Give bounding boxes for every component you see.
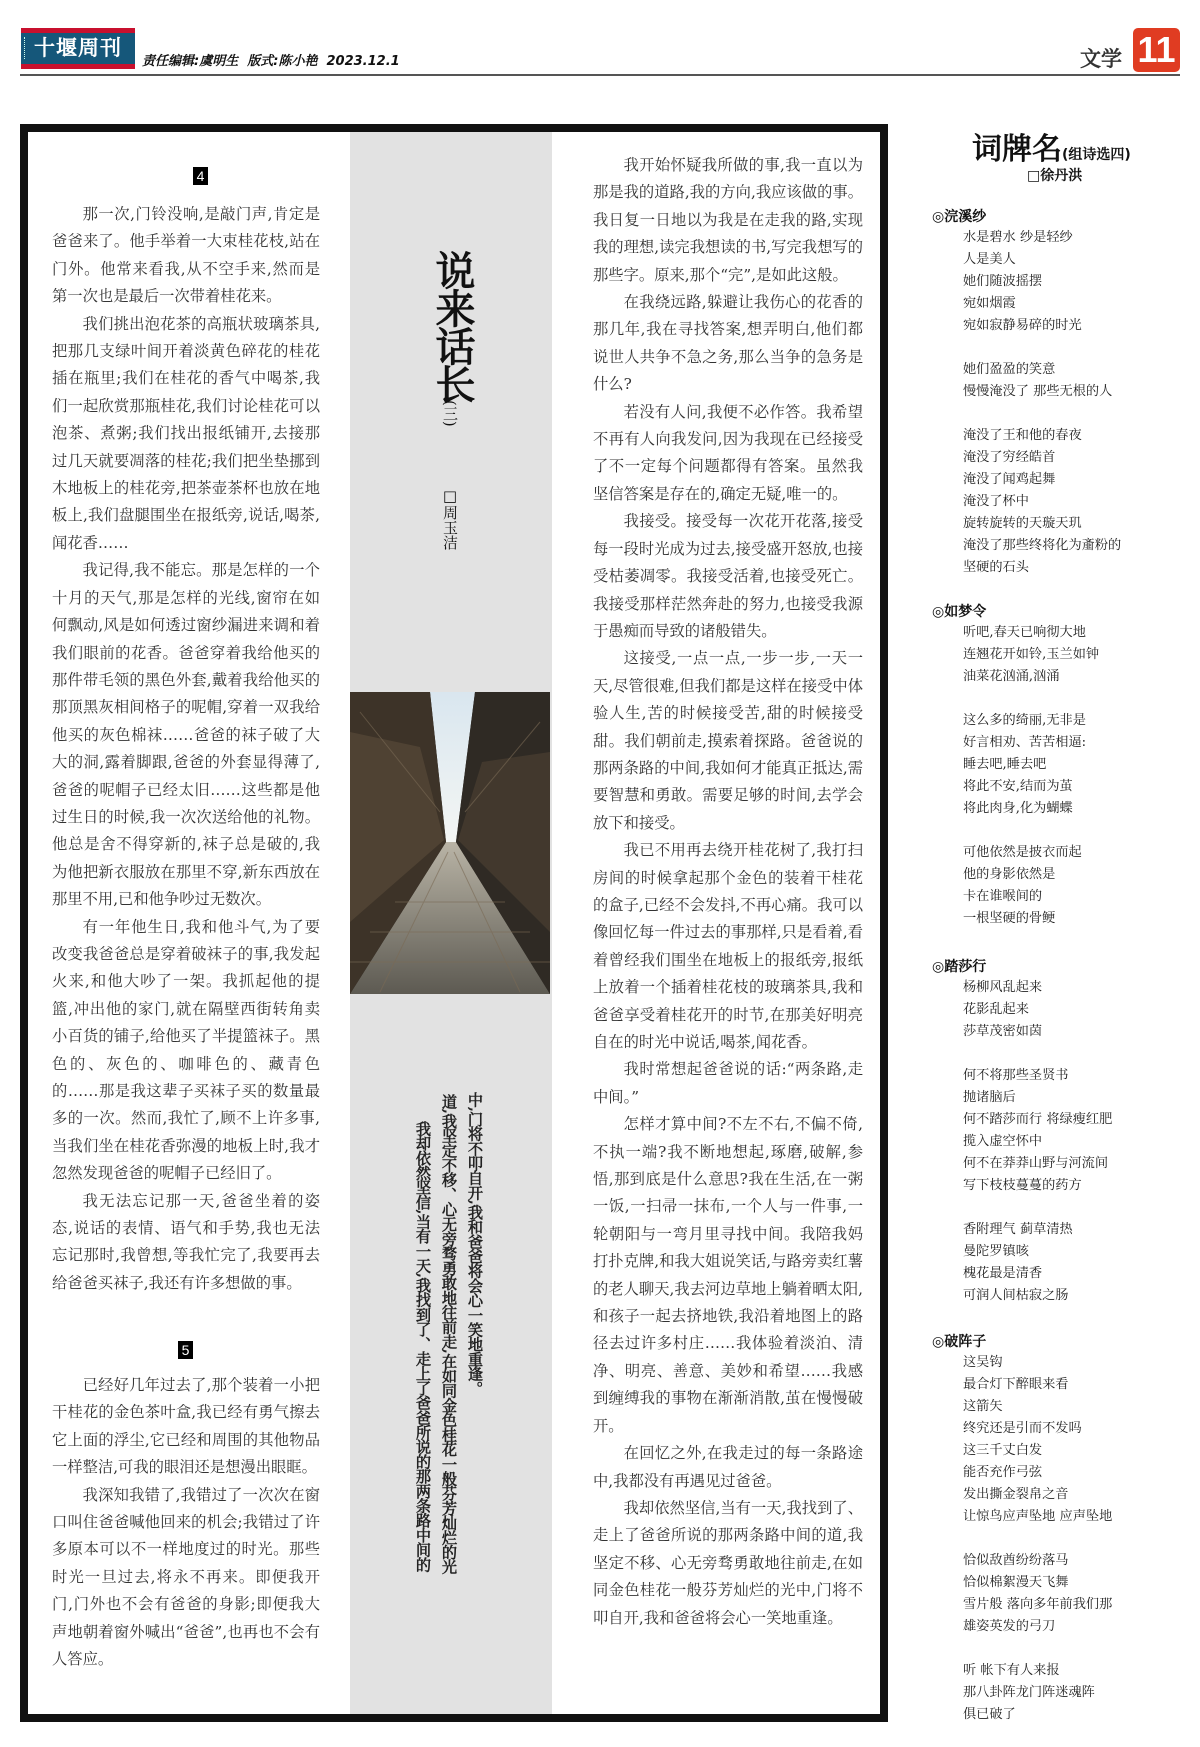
article-section-5 bbox=[52, 1372, 320, 1673]
poem-line: 花影乱起来 bbox=[963, 1002, 1029, 1017]
poem-line: 这么多的绮丽,无非是 bbox=[963, 713, 1086, 728]
poem-line: 能否充作弓弦 bbox=[963, 1465, 1043, 1480]
alley-photo bbox=[350, 692, 550, 994]
poem-line: 这吴钩 bbox=[963, 1355, 1003, 1370]
poem-line: 水是碧水 纱是轻纱 bbox=[963, 230, 1073, 245]
poem-line: 槐花最是清香 bbox=[963, 1266, 1043, 1281]
poem-line: 莎草茂密如茵 bbox=[963, 1024, 1043, 1039]
poems-subtitle: (组诗选四) bbox=[1062, 147, 1131, 163]
poem-line: 何不踏莎而行 将绿瘦红肥 bbox=[963, 1112, 1113, 1127]
poem-line: 听吧,春天已响彻大地 bbox=[963, 625, 1086, 640]
poem-line: 卡在谁喉间的 bbox=[963, 889, 1043, 904]
pull-quote-line: 中,门将不叩自开,我和爸爸将会心一笑地重逢。 bbox=[466, 1092, 484, 1396]
poem-line: 淹没了那些终将化为齑粉的 bbox=[963, 538, 1122, 553]
poem-line: 写下枝枝蔓蔓的药方 bbox=[963, 1178, 1082, 1193]
poem-line: 睡去吧,睡去吧 bbox=[963, 757, 1047, 772]
paragraph: 这接受,一点一点,一步一步,一天一天,尽管很难,但我们都是这样在接受中体验人生,苦的时候接受苦,甜的时候接受甜。我们朝前走,摸索着探路。爸爸说的那两条路的中间,我如何才能真正抵达,需要智慧和勇敢。需要足够的时间,去学会放下和接受。 bbox=[593, 649, 863, 832]
paragraph: 我记得,我不能忘。那是怎样的一个十月的天气,那是怎样的光线,窗帘在如何飘动,风是如何透过窗纱漏进来调和着我们眼前的花香。爸爸穿着我给他买的那件带毛领的黑色外套,戴着我给他买的那顶黑灰相间格子的呢帽,穿着一双我给他买的灰色棉袜……爸爸的袜子破了大大的洞,露着脚跟,爸爸的外套显得薄了,爸爸的呢帽子已经太旧……这些都是他过生日的时候,我一次次送给他的礼物。他总是舍不得穿新的,袜子总是破的,我为他把新衣服放在那里不穿,新东西放在那里不用,已和他争吵过无数次。 bbox=[52, 561, 320, 909]
poem-line: 坚硬的石头 bbox=[963, 560, 1029, 575]
stanza-gap bbox=[932, 1043, 1172, 1065]
poem-line: 好言相劝、苦苦相逼: bbox=[963, 735, 1087, 750]
page-number-badge: 11 bbox=[1133, 28, 1180, 72]
poem-line: 宛如寂静易碎的时光 bbox=[963, 318, 1082, 333]
poem-title: ◎浣溪纱 bbox=[932, 209, 987, 225]
poem-line: 曼陀罗镇咳 bbox=[963, 1244, 1029, 1259]
poem-line: 将此肉身,化为蝴蝶 bbox=[963, 801, 1073, 816]
poem-line: 她们随波摇摆 bbox=[963, 274, 1043, 289]
poem-line: 连翘花开如铃,玉兰如钟 bbox=[963, 647, 1100, 662]
poem-line: 慢慢淹没了 那些无根的人 bbox=[963, 384, 1113, 399]
logo-decoration bbox=[24, 37, 28, 59]
poem-line: 杨柳风乱起来 bbox=[963, 980, 1043, 995]
poem-line: 将此不安,结而为茧 bbox=[963, 779, 1073, 794]
pull-quote-line: 道,我坚定不移、心无旁骛勇敢地往前走,在如同金色桂花一般芬芳灿烂的光 bbox=[440, 1094, 458, 1574]
poem-line: 最合灯下醉眼来看 bbox=[963, 1377, 1069, 1392]
poems-title bbox=[972, 124, 1131, 168]
stanza-gap bbox=[932, 337, 1172, 359]
poems-author: □徐丹洪 bbox=[1027, 168, 1083, 184]
stanza-gap bbox=[932, 1528, 1172, 1550]
poem-line: 淹没了杯中 bbox=[963, 494, 1029, 509]
poem-line: 俱已破了 bbox=[963, 1707, 1016, 1722]
poem bbox=[932, 207, 1172, 579]
poem-line: 淹没了穷经皓首 bbox=[963, 450, 1056, 465]
poem bbox=[932, 1332, 1172, 1726]
paragraph: 我深知我错了,我错过了一次次在窗口叫住爸爸喊他回来的机会;我错过了许多原本可以不一样地度过的时光。那些时光一旦过去,将永不再来。即便我开门,门外也不会有爸爸的身影;即便我大声地朝着窗外喊出“爸爸”,也再也不会有人答应。 bbox=[52, 1485, 320, 1669]
paragraph: 在我绕远路,躲避让我伤心的花香的那几年,我在寻找答案,想弄明白,他们都说世人共争不急之务,那么当争的急务是什么? bbox=[593, 293, 863, 394]
poem-line: 雪片般 落向多年前我们那 bbox=[963, 1597, 1113, 1612]
paragraph: 怎样才算中间?不左不右,不偏不倚,不执一端?我不断地想起,琢磨,破解,参悟,那到底是什么意思?我在生活,在一粥一饭,一扫帚一抹布,一个人与一件事,一轮朝阳与一弯月里寻找中间。我陪我妈打扑克牌,和我大姐说笑话,与路旁卖红薯的老人聊天,我去河边草地上躺着晒太阳,和孩子一起去挤地铁,我沿着地图上的路径去过许多村庄……我体验着淡泊、清净、明亮、善意、美妙和希望……我感到缠缚我的事物在渐渐消散,茧在慢慢破开。 bbox=[593, 1115, 863, 1435]
paragraph: 我开始怀疑我所做的事,我一直以为那是我的道路,我的方向,我应该做的事。我日复一日地以为我是在走我的路,实现我的理想,读完我想读的书,写完我想写的那些字。原来,那个“完”,是如此这般。 bbox=[593, 156, 863, 284]
paragraph: 已经好几年过去了,那个装着一小把干桂花的金色茶叶盒,我已经有勇气擦去它上面的浮尘,它已经和周围的其他物品一样整洁,可我的眼泪还是想漫出眼眶。 bbox=[52, 1376, 320, 1477]
section-number-badge: 5 bbox=[178, 1341, 193, 1359]
section-number-badge: 4 bbox=[193, 167, 208, 185]
poem-line: 揽入虚空怀中 bbox=[963, 1134, 1043, 1149]
stanza-gap bbox=[932, 688, 1172, 710]
article-title: 说来话长 bbox=[429, 250, 476, 402]
poem-line: 淹没了闻鸡起舞 bbox=[963, 472, 1056, 487]
paragraph: 我们挑出泡花茶的高瓶状玻璃茶具,把那几支绿叶间开着淡黄色碎花的桂花插在瓶里;我们在桂花的香气中喝茶,我们一起欣赏那瓶桂花,我们讨论桂花可以泡茶、煮粥;我们找出报纸铺开,去接那过几天就要凋落的桂花;我们把坐垫挪到木地板上的桂花旁,把茶壶茶杯也放在地板上,我们盘腿围坐在报纸旁,说话,喝茶,闻花香…… bbox=[52, 314, 320, 552]
newspaper-logo bbox=[21, 28, 135, 69]
paragraph: 我却依然坚信,当有一天,我找到了、走上了爸爸所说的那两条路中间的道,我坚定不移、心无旁骛勇敢地往前走,在如同金色桂花一般芬芳灿烂的光中,门将不叩自开,我和爸爸将会心一笑地重逢。 bbox=[593, 1498, 863, 1627]
poem-line: 一根坚硬的骨鲠 bbox=[963, 911, 1056, 926]
paragraph: 在回忆之外,在我走过的每一条路途中,我都没有再遇见过爸爸。 bbox=[593, 1444, 863, 1490]
poems-title-text: 词牌名 bbox=[972, 132, 1062, 167]
poem-line: 香附理气 蓟草清热 bbox=[963, 1222, 1073, 1237]
poem-line: 发出撕金裂帛之音 bbox=[963, 1487, 1069, 1502]
stanza-gap bbox=[932, 820, 1172, 842]
poem-title: ◎破阵子 bbox=[932, 1334, 987, 1350]
poem-line: 听 帐下有人来报 bbox=[963, 1663, 1060, 1678]
editor-credits: 责任编辑:虞明生 版式:陈小艳 2023.12.1 bbox=[142, 54, 400, 69]
article-author: □周玉洁 bbox=[441, 487, 459, 550]
poem-line: 她们盈盈的笑意 bbox=[963, 362, 1056, 377]
poem-line: 雄姿英发的弓刀 bbox=[963, 1619, 1056, 1634]
poem-title: ◎踏莎行 bbox=[932, 959, 987, 975]
poem-line: 人是美人 bbox=[963, 252, 1016, 267]
poem-line: 油菜花汹涌,汹涌 bbox=[963, 669, 1060, 684]
header-divider bbox=[20, 74, 1180, 76]
stanza-gap bbox=[932, 403, 1172, 425]
poem-line: 何不在莽莽山野与河流间 bbox=[963, 1156, 1109, 1171]
paragraph: 那一次,门铃没响,是敲门声,肯定是爸爸来了。他手举着一大束桂花枝,站在门外。他常来看我,从不空手来,然而是第一次也是最后一次带着桂花来。 bbox=[52, 205, 320, 306]
article-section-4 bbox=[52, 201, 320, 1297]
poem-line: 那八卦阵龙门阵迷魂阵 bbox=[963, 1685, 1095, 1700]
article-title-part: (三) bbox=[441, 400, 459, 427]
paragraph: 我无法忘记那一天,爸爸坐着的姿态,说话的表情、语气和手势,我也无法忘记那时,我曾想,等我忙完了,我要再去给爸爸买袜子,我还有许多想做的事。 bbox=[52, 1191, 320, 1292]
poem bbox=[932, 602, 1172, 930]
stanza-gap bbox=[932, 1197, 1172, 1219]
article-continued bbox=[593, 152, 863, 1632]
poem-line: 终究还是引而不发吗 bbox=[963, 1421, 1082, 1436]
logo-text: 十堰周刊 bbox=[34, 36, 122, 60]
section-name: 文学 bbox=[1080, 47, 1122, 71]
poem-line: 他的身影依然是 bbox=[963, 867, 1056, 882]
poem-line: 恰似棉絮漫天飞舞 bbox=[963, 1575, 1069, 1590]
poem-line: 何不将那些圣贤书 bbox=[963, 1068, 1069, 1083]
paragraph: 有一年他生日,我和他斗气,为了要改变我爸爸总是穿着破袜子的事,我发起火来,和他大吵了一架。我抓起他的提篮,冲出他的家门,就在隔壁西街转角卖小百货的铺子,给他买了半提篮袜子。黑色的、灰色的、咖啡色的、藏青色的……那是我这辈子买袜子买的数量最多的一次。然而,我忙了,顾不上许多事,当我们坐在桂花香弥漫的地板上时,我才忽然发现爸爸的呢帽子已经旧了。 bbox=[52, 917, 320, 1183]
poem-line: 宛如烟霞 bbox=[963, 296, 1016, 311]
poem-line: 可他依然是披衣而起 bbox=[963, 845, 1082, 860]
stanza-gap bbox=[932, 1638, 1172, 1660]
poem-line: 淹没了王和他的春夜 bbox=[963, 428, 1082, 443]
poem bbox=[932, 957, 1172, 1307]
pull-quote-line: 我却依然坚信,当有一天,我找到了、走上了爸爸所说的那两条路中间的 bbox=[414, 1121, 432, 1572]
poem-line: 让惊鸟应声坠地 应声坠地 bbox=[963, 1509, 1113, 1524]
poem-title: ◎如梦令 bbox=[932, 604, 987, 620]
poem-line: 这三千丈白发 bbox=[963, 1443, 1043, 1458]
poem-line: 抛诸脑后 bbox=[963, 1090, 1016, 1105]
poem-line: 可润人间枯寂之肠 bbox=[963, 1288, 1069, 1303]
paragraph: 若没有人问,我便不必作答。我希望不再有人向我发问,因为我现在已经接受了不一定每个问题都得有答案。虽然我坚信答案是存在的,确定无疑,唯一的。 bbox=[593, 402, 863, 503]
poem-line: 恰似敌酋纷纷落马 bbox=[963, 1553, 1069, 1568]
poem-line: 这箭矢 bbox=[963, 1399, 1003, 1414]
paragraph: 我已不用再去绕开桂花树了,我打扫房间的时候拿起那个金色的装着干桂花的盒子,已经不会发抖,不再心痛。我可以像回忆每一件过去的事那样,只是看着,看着曾经我们围坐在地板上的报纸旁,报纸上放着一个插着桂花枝的玻璃茶具,我和爸爸享受着桂花开的时节,在那美好明亮自在的时光中说话,喝茶,闻花香。 bbox=[593, 841, 863, 1051]
paragraph: 我时常想起爸爸说的话:“两条路,走中间。” bbox=[593, 1060, 863, 1106]
poem-line: 旋转旋转的天璇天玑 bbox=[963, 516, 1082, 531]
paragraph: 我接受。接受每一次花开花落,接受每一段时光成为过去,接受盛开怒放,也接受枯萎凋零。我接受活着,也接受死亡。我接受那样茫然奔赴的努力,也接受我源于愚痴而导致的诸般错失。 bbox=[593, 512, 863, 640]
